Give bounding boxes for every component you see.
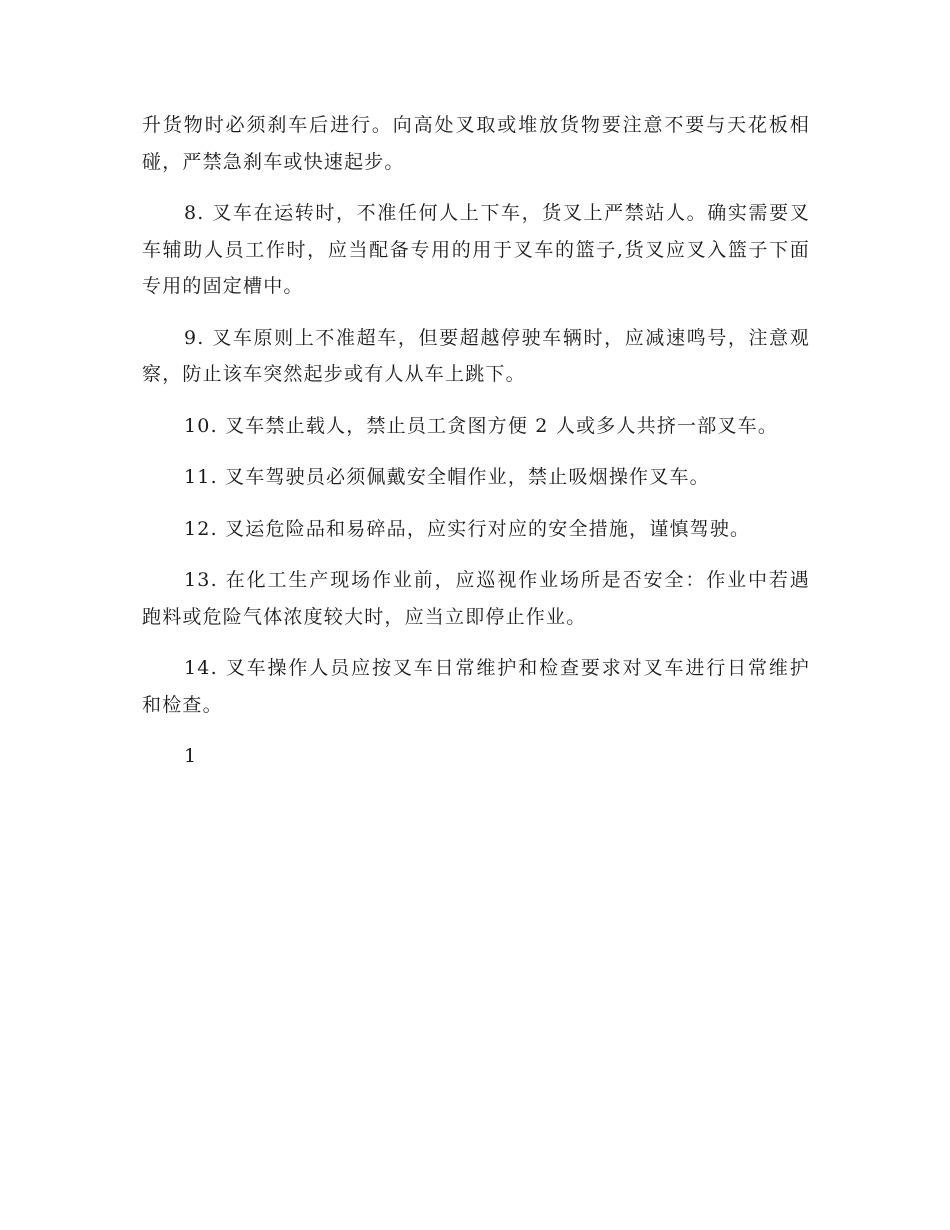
paragraph-item-9: 9. 叉车原则上不准超车，但要超越停驶车辆时，应减速鸣号，注意观察，防止该车突然起步或有人从车上跳下。: [142, 326, 810, 385]
paragraph-item-8: 8. 叉车在运转时，不准任何人上下车，货叉上严禁站人。确实需要叉车辅助人员工作时，应当配备专用的用于叉车的篮子,货叉应叉入篮子下面专用的固定槽中。: [142, 202, 810, 297]
page-number: 1: [184, 745, 198, 767]
paragraph-continuation: 升货物时必须刹车后进行。向高处叉取或堆放货物要注意不要与天花板相碰，严禁急刹车或快速起步。: [142, 114, 810, 173]
paragraph-item-10: 10. 叉车禁止载人，禁止员工贪图方便 2 人或多人共挤一部叉车。: [184, 414, 779, 437]
paragraph-item-14: 14. 叉车操作人员应按叉车日常维护和检查要求对叉车进行日常维护和检查。: [142, 657, 810, 716]
paragraph-item-13: 13. 在化工生产现场作业前，应巡视作业场所是否安全：作业中若遇跑料或危险气体浓度较大时，应当立即停止作业。: [142, 569, 810, 628]
paragraph-item-12: 12. 叉运危险品和易碎品，应实行对应的安全措施，谨慎驾驶。: [184, 517, 751, 540]
paragraph-item-11: 11. 叉车驾驶员必须佩戴安全帽作业，禁止吸烟操作叉车。: [184, 466, 710, 488]
document-page: [142, 107, 810, 775]
